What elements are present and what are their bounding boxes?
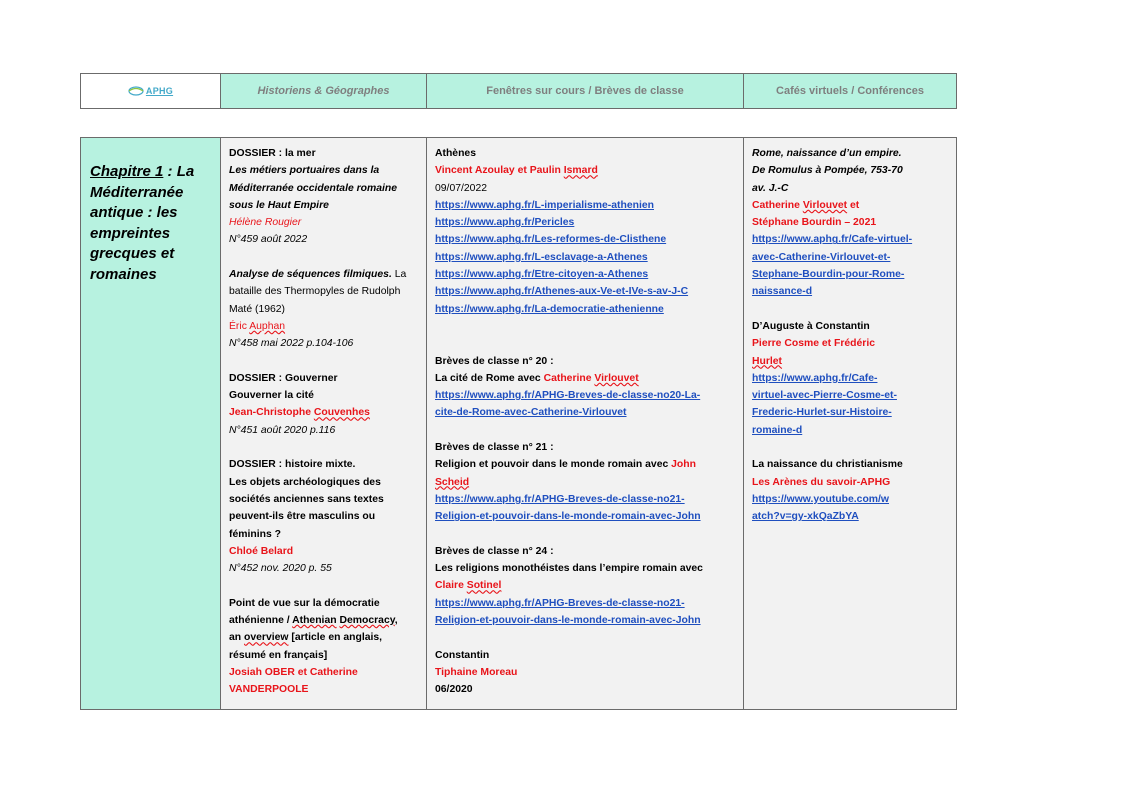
link-breves-20[interactable]: https://www.aphg.fr/APHG-Breves-de-classe-no20-La- bbox=[435, 390, 701, 402]
chapter-cell bbox=[81, 138, 221, 709]
logo-text: APHG bbox=[145, 86, 174, 96]
header-logo-cell bbox=[81, 74, 221, 108]
link-democratie[interactable]: https://www.aphg.fr/La-democratie-athenienne bbox=[435, 303, 664, 315]
fenetres-sur-cours-cell: Athènes Vincent Azoulay et Paulin Ismard 09/07/2022 https://www.aphg.fr/L-imperialisme-athenien https://www.aphg.fr/Pericles https://www.aphg.fr/Les-reformes-de-Clisthene https://www.aphg.fr/L-esclavage-a-Athenes https://www.aphg.fr/Etre-citoyen-a-Athenes https://www.aphg.fr/Athenes-aux-Ve-et-IVe-s-av-J-C https://www.aphg.fr/La-democratie-athenienne Brèves de classe n° 20 : La cité de Rome avec Catherine Virlouvet https://www.aphg.fr/APHG-Breves-de-classe-no20-La- cite-de-Rome-avec-Catherine-Virlouvet Brèves de classe n° 21 : Religion et pouvoir dans le monde romain avec John Scheid https://www.aphg.fr/APHG-Breves-de-classe-no21- Religion-et-pouvoir-dans-le-monde-romain-avec-John Brèves de classe n° 24 : Les religions monothéistes dans l’empire romain avec Claire Sotinel https://www.aphg.fr/APHG-Breves-de-classe-no21- Religion-et-pouvoir-dans-le-monde-romain-avec-John Constantin Tiphaine Moreau 06/2020 bbox=[427, 138, 744, 709]
athenes-title: Athènes bbox=[435, 148, 476, 159]
author-rougier: Hélène Rougier bbox=[229, 217, 302, 229]
breves-24-heading: Brèves de classe n° 24 : bbox=[435, 545, 554, 557]
link-pericles[interactable]: https://www.aphg.fr/Pericles bbox=[435, 217, 575, 229]
christianisme-title: La naissance du christianisme bbox=[752, 459, 903, 471]
author-belard: Chloé Belard bbox=[229, 545, 294, 557]
header-historiens-geographes: Historiens & Géographes bbox=[221, 74, 427, 108]
dossier-mer: DOSSIER : la mer bbox=[229, 148, 316, 159]
author-auphan: Éric Auphan bbox=[229, 320, 286, 332]
author-ober: Josiah OBER et Catherine bbox=[229, 666, 358, 678]
header-table bbox=[80, 73, 957, 109]
dossier-gouverner: DOSSIER : Gouverner bbox=[229, 372, 338, 384]
auguste-title: D’Auguste à Constantin bbox=[752, 320, 870, 332]
link-esclavage[interactable]: https://www.aphg.fr/L-esclavage-a-Athenes bbox=[435, 251, 648, 263]
chapter-title: Chapitre 1 : La Méditerranée antique : les empreintes grecques et romaines bbox=[90, 163, 195, 283]
breves-21-heading: Brèves de classe n° 21 : bbox=[435, 442, 554, 454]
dossier-histoire-mixte: DOSSIER : histoire mixte. bbox=[229, 459, 356, 471]
header-fenetres-sur-cours: Fenêtres sur cours / Brèves de classe bbox=[427, 74, 744, 108]
chapter-label: Chapitre 1 bbox=[90, 163, 164, 180]
link-breves-21[interactable]: https://www.aphg.fr/APHG-Breves-de-classe-no21- bbox=[435, 493, 685, 505]
link-cafe-auguste[interactable]: https://www.aphg.fr/Cafe- bbox=[752, 372, 878, 384]
link-cafe-rome[interactable]: https://www.aphg.fr/Cafe-virtuel- bbox=[752, 234, 913, 246]
globe-icon bbox=[128, 86, 144, 96]
rome-title: Rome, naissance d’un empire. bbox=[752, 148, 902, 159]
aphg-logo[interactable] bbox=[128, 86, 173, 96]
link-athenes-siecles[interactable]: https://www.aphg.fr/Athenes-aux-Ve-et-IVe-s-av-J-C bbox=[435, 286, 689, 298]
chapter-table bbox=[80, 137, 957, 710]
link-youtube[interactable]: https://www.youtube.com/w bbox=[752, 493, 890, 505]
link-citoyen[interactable]: https://www.aphg.fr/Etre-citoyen-a-Athenes bbox=[435, 269, 649, 281]
breves-20-heading: Brèves de classe n° 20 : bbox=[435, 355, 554, 367]
link-breves-24[interactable]: https://www.aphg.fr/APHG-Breves-de-classe-no21- bbox=[435, 597, 685, 609]
historiens-geographes-cell: DOSSIER : la mer Les métiers portuaires dans la Méditerranée occidentale romaine sous le Haut Empire Hélène Rougier N°459 août 2022 Analyse de séquences filmiques. La bataille des Thermopyles de Rudolph Maté (1962) Éric Auphan N°458 mai 2022 p.104-106 DOSSIER : Gouverner Gouverner la cité Jean-Christophe Couvenhes N°451 août 2020 p.116 DOSSIER : histoire mixte. Les objets archéologiques des sociétés anciennes sans textes peuvent-ils être masculins ou féminins ? Chloé Belard N°452 nov. 2020 p. 55 Point de vue sur la démocratie athénienne / Athenian Democracy, an overview [article en anglais, résumé en français] Josiah OBER et Catherine VANDERPOOLE bbox=[221, 138, 427, 709]
link-clisthene[interactable]: https://www.aphg.fr/Les-reformes-de-Clisthene bbox=[435, 234, 667, 246]
author-arenes: Les Arènes du savoir-APHG bbox=[752, 476, 891, 488]
cafes-virtuels-cell: Rome, naissance d’un empire. De Romulus à Pompée, 753-70 av. J.-C Catherine Virlouvet et Stéphane Bourdin – 2021 https://www.aphg.fr/Cafe-virtuel- avec-Catherine-Virlouvet-et- Stephane-Bourdin-pour-Rome- naissance-d D’Auguste à Constantin Pierre Cosme et Frédéric Hurlet https://www.aphg.fr/Cafe- virtuel-avec-Pierre-Cosme-et- Frederic-Hurlet-sur-Histoire- romaine-d La naissance du christianisme Les Arènes du savoir-APHG https://www.youtube.com/w atch?v=gy-xkQaZbYA bbox=[744, 138, 956, 709]
author-moreau: Tiphaine Moreau bbox=[435, 666, 518, 678]
header-cafes-virtuels: Cafés virtuels / Conférences bbox=[744, 74, 956, 108]
author-couvenhes: Jean-Christophe Couvenhes bbox=[229, 407, 370, 419]
link-imperialisme[interactable]: https://www.aphg.fr/L-imperialisme-athenien bbox=[435, 199, 654, 211]
constantin-title: Constantin bbox=[435, 649, 490, 661]
author-azoulay-ismard: Vincent Azoulay et Paulin Ismard bbox=[435, 165, 598, 177]
